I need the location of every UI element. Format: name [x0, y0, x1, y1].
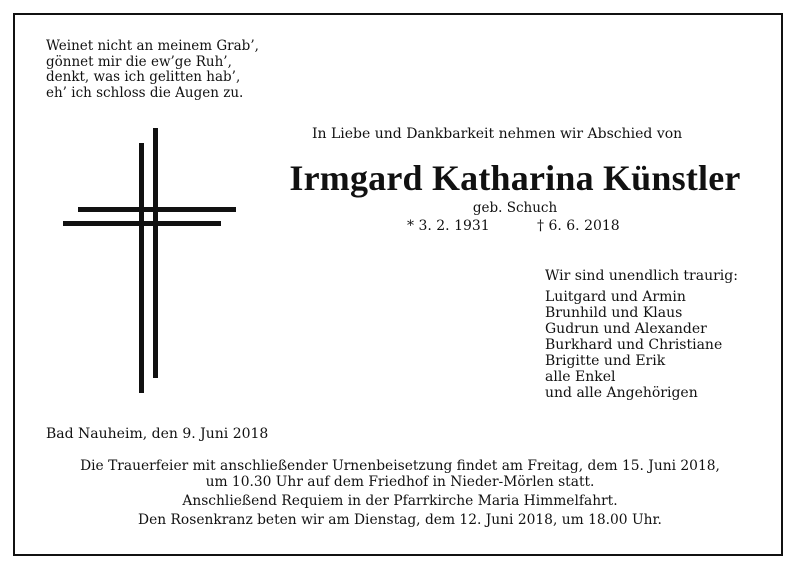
mourner-name: alle Enkel	[545, 369, 616, 385]
poem-line: denkt, was ich gelitten hab’,	[46, 69, 241, 85]
cross-horizontal-top	[78, 207, 236, 212]
deceased-name: Irmgard Katharina Künstler	[289, 158, 741, 198]
intro-text: In Liebe und Dankbarkeit nehmen wir Abschied von	[312, 126, 683, 142]
poem-line: gönnet mir die ew’ge Ruh’,	[46, 53, 232, 70]
cross-vertical-right	[153, 128, 158, 378]
maiden-name: geb. Schuch	[472, 200, 558, 216]
mourner-name: und alle Angehörigen	[545, 385, 698, 401]
notice-line: Die Trauerfeier mit anschließender Urnenbeisetzung findet am Freitag, dem 15. Juni 2018,	[80, 458, 720, 474]
place-and-date: Bad Nauheim, den 9. Juni 2018	[46, 426, 269, 442]
mourner-name: Luitgard und Armin	[545, 289, 686, 305]
funeral-notice	[30, 458, 770, 528]
notice-line: Den Rosenkranz beten wir am Dienstag, dem 12. Juni 2018, um 18.00 Uhr.	[138, 512, 662, 528]
cross-horizontal-bottom	[63, 221, 221, 226]
double-line-cross-icon	[60, 125, 240, 395]
poem-line: eh’ ich schloss die Augen zu.	[46, 84, 244, 101]
poem-line: Weinet nicht an meinem Grab’,	[46, 38, 259, 54]
notice-line: um 10.30 Uhr auf dem Friedhof in Nieder-Mörlen statt.	[205, 474, 595, 490]
death-date: † 6. 6. 2018	[537, 218, 620, 234]
notice-line: Anschließend Requiem in der Pfarrkirche Maria Himmelfahrt.	[182, 493, 618, 509]
poem	[46, 39, 259, 101]
mourner-name: Burkhard und Christiane	[545, 337, 723, 353]
mourners-list	[545, 268, 738, 401]
mourner-name: Brigitte und Erik	[545, 353, 666, 369]
mourners-heading: Wir sind unendlich traurig:	[545, 268, 738, 284]
mourner-name: Brunhild und Klaus	[545, 305, 683, 321]
birth-date: * 3. 2. 1931	[407, 218, 490, 234]
mourner-name: Gudrun und Alexander	[545, 321, 707, 337]
cross-vertical-left	[139, 143, 144, 393]
